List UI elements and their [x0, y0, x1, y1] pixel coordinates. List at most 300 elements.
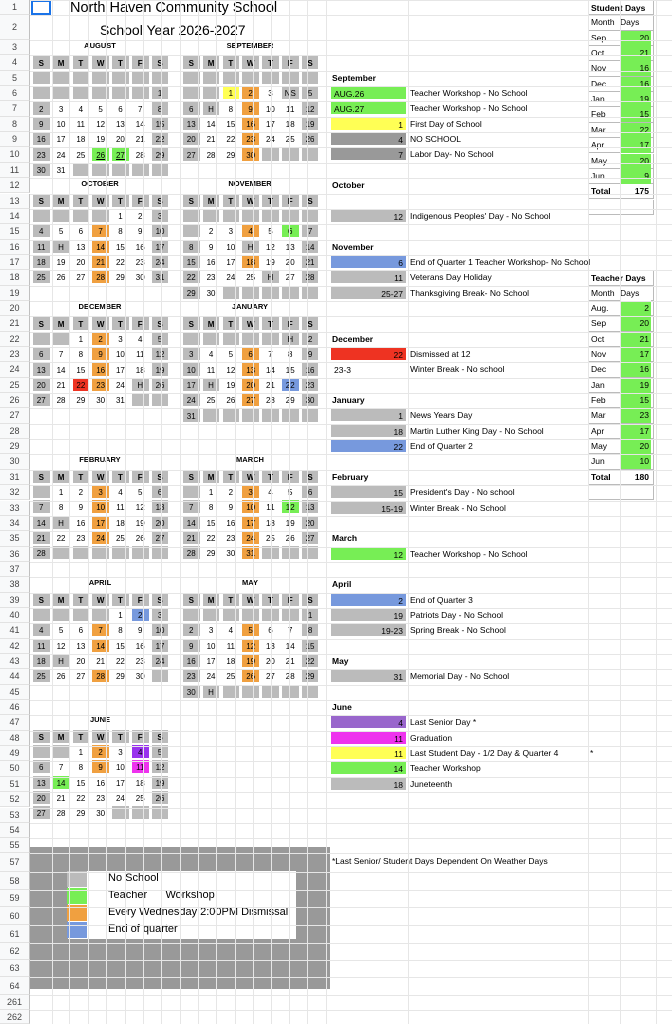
calendar-day[interactable]: 31 [111, 392, 130, 407]
calendar-day[interactable] [301, 408, 320, 423]
calendar-day[interactable]: 4 [72, 101, 91, 116]
calendar-day[interactable]: 22 [111, 653, 130, 668]
calendar-day[interactable] [301, 208, 320, 223]
calendar-day[interactable]: 6 [32, 759, 51, 774]
row-number[interactable]: 26 [0, 393, 30, 408]
calendar-day[interactable]: 7 [281, 622, 300, 637]
calendar-day[interactable]: 10 [222, 239, 241, 254]
calendar-day[interactable]: 30 [202, 285, 221, 300]
calendar-day[interactable]: 10 [111, 346, 130, 361]
calendar-day[interactable]: 15 [202, 515, 221, 530]
calendar-day[interactable]: 11 [281, 101, 300, 116]
calendar-day[interactable] [32, 607, 51, 622]
row-number[interactable]: 46 [0, 700, 30, 715]
calendar-day[interactable]: H [131, 377, 150, 392]
event-date[interactable]: 19-23 [330, 623, 407, 637]
event-date[interactable]: 4 [330, 132, 407, 146]
calendar-day[interactable]: 2 [202, 223, 221, 238]
calendar-day[interactable]: 4 [111, 484, 130, 499]
calendar-day[interactable]: 2 [301, 331, 320, 346]
calendar-day[interactable]: 27 [72, 668, 91, 683]
calendar-day[interactable]: 21 [261, 377, 280, 392]
calendar-day[interactable]: 14 [91, 638, 110, 653]
calendar-day[interactable]: 25 [111, 530, 130, 545]
row-number[interactable]: 42 [0, 639, 30, 654]
event-date[interactable]: 11 [330, 731, 407, 745]
calendar-day[interactable] [301, 684, 320, 699]
calendar-day[interactable] [52, 208, 71, 223]
calendar-day[interactable]: 29 [151, 147, 170, 162]
calendar-day[interactable]: 30 [91, 392, 110, 407]
event-date[interactable]: 14 [330, 761, 407, 775]
calendar-day[interactable]: 30 [182, 684, 201, 699]
calendar-day[interactable]: 31 [52, 162, 71, 177]
calendar-day[interactable]: 23 [241, 131, 260, 146]
calendar-day[interactable]: 8 [301, 622, 320, 637]
calendar-day[interactable]: 15 [182, 254, 201, 269]
calendar-day[interactable]: 5 [151, 331, 170, 346]
calendar-day[interactable]: 30 [131, 269, 150, 284]
row-number[interactable]: 29 [0, 439, 30, 454]
calendar-day[interactable]: 19 [241, 653, 260, 668]
calendar-day[interactable] [202, 408, 221, 423]
calendar-day[interactable]: 23 [131, 653, 150, 668]
calendar-day[interactable]: 9 [131, 622, 150, 637]
calendar-day[interactable]: 21 [202, 131, 221, 146]
calendar-day[interactable] [281, 208, 300, 223]
calendar-day[interactable] [111, 70, 130, 85]
calendar-day[interactable]: 23 [32, 147, 51, 162]
calendar-day[interactable]: 13 [151, 499, 170, 514]
calendar-day[interactable] [52, 607, 71, 622]
row-number[interactable]: 64 [0, 977, 30, 995]
calendar-day[interactable]: 24 [241, 530, 260, 545]
calendar-day[interactable]: 7 [91, 223, 110, 238]
calendar-day[interactable]: 25 [222, 668, 241, 683]
calendar-day[interactable]: H [261, 269, 280, 284]
row-number[interactable]: 51 [0, 777, 30, 792]
calendar-day[interactable]: 30 [222, 545, 241, 560]
calendar-day[interactable]: 22 [72, 790, 91, 805]
calendar-day[interactable]: 28 [131, 147, 150, 162]
calendar-day[interactable]: 31 [151, 269, 170, 284]
calendar-day[interactable] [131, 70, 150, 85]
row-number[interactable]: 55 [0, 838, 30, 853]
calendar-day[interactable]: 18 [281, 116, 300, 131]
calendar-day[interactable]: 13 [281, 239, 300, 254]
calendar-day[interactable]: 1 [222, 85, 241, 100]
calendar-day[interactable]: 29 [182, 285, 201, 300]
row-number[interactable]: 37 [0, 562, 30, 577]
calendar-day[interactable]: 28 [91, 668, 110, 683]
calendar-day[interactable]: 29 [301, 668, 320, 683]
row-number[interactable]: 17 [0, 255, 30, 270]
calendar-day[interactable]: 24 [111, 377, 130, 392]
row-number[interactable]: 10 [0, 147, 30, 162]
calendar-day[interactable]: 19 [151, 362, 170, 377]
row-number[interactable]: 44 [0, 669, 30, 684]
calendar-day[interactable]: 26 [241, 668, 260, 683]
row-number[interactable]: 3 [0, 40, 30, 55]
calendar-day[interactable]: 30 [32, 162, 51, 177]
event-date[interactable]: 15-19 [330, 501, 407, 515]
row-number[interactable]: 9 [0, 132, 30, 147]
event-date[interactable]: 22 [330, 347, 407, 361]
calendar-day[interactable]: 24 [151, 653, 170, 668]
calendar-day[interactable]: 22 [151, 131, 170, 146]
calendar-day[interactable]: 27 [261, 668, 280, 683]
calendar-day[interactable]: 21 [301, 254, 320, 269]
calendar-day[interactable] [131, 162, 150, 177]
calendar-day[interactable]: 27 [32, 805, 51, 820]
calendar-day[interactable] [281, 285, 300, 300]
calendar-day[interactable]: 30 [131, 668, 150, 683]
calendar-day[interactable]: 15 [151, 116, 170, 131]
calendar-day[interactable] [241, 208, 260, 223]
calendar-day[interactable]: 4 [202, 346, 221, 361]
calendar-day[interactable] [52, 331, 71, 346]
calendar-day[interactable]: 23 [131, 254, 150, 269]
row-number[interactable]: 23 [0, 347, 30, 362]
calendar-day[interactable]: 13 [241, 362, 260, 377]
calendar-day[interactable]: 12 [52, 638, 71, 653]
calendar-day[interactable]: 2 [91, 331, 110, 346]
calendar-day[interactable]: 1 [52, 484, 71, 499]
calendar-day[interactable]: 12 [281, 499, 300, 514]
calendar-day[interactable]: 26 [52, 668, 71, 683]
calendar-day[interactable]: 1 [72, 744, 91, 759]
calendar-day[interactable]: 5 [261, 223, 280, 238]
calendar-day[interactable]: 9 [182, 638, 201, 653]
row-number[interactable]: 14 [0, 209, 30, 224]
calendar-day[interactable]: 16 [91, 775, 110, 790]
calendar-day[interactable]: 14 [32, 515, 51, 530]
calendar-day[interactable]: 25 [202, 392, 221, 407]
row-number[interactable]: 53 [0, 808, 30, 823]
calendar-day[interactable]: 16 [32, 131, 51, 146]
calendar-day[interactable]: 9 [301, 346, 320, 361]
calendar-day[interactable]: 13 [301, 499, 320, 514]
calendar-day[interactable]: 10 [111, 759, 130, 774]
calendar-day[interactable]: 18 [72, 131, 91, 146]
calendar-day[interactable]: 15 [111, 638, 130, 653]
calendar-day[interactable]: 14 [202, 116, 221, 131]
calendar-day[interactable] [91, 70, 110, 85]
calendar-day[interactable]: 5 [301, 85, 320, 100]
calendar-day[interactable]: 28 [202, 147, 221, 162]
row-number[interactable]: 35 [0, 531, 30, 546]
calendar-day[interactable]: 14 [52, 362, 71, 377]
calendar-day[interactable]: 14 [52, 775, 71, 790]
calendar-day[interactable]: 28 [32, 545, 51, 560]
calendar-day[interactable]: 11 [111, 499, 130, 514]
calendar-day[interactable]: 18 [261, 515, 280, 530]
calendar-day[interactable]: 1 [301, 607, 320, 622]
event-date[interactable]: 19 [330, 608, 407, 622]
calendar-day[interactable]: 11 [222, 638, 241, 653]
calendar-day[interactable]: 3 [182, 346, 201, 361]
calendar-day[interactable]: 28 [91, 269, 110, 284]
calendar-day[interactable]: 10 [151, 622, 170, 637]
calendar-day[interactable]: 29 [111, 668, 130, 683]
calendar-day[interactable] [111, 162, 130, 177]
calendar-day[interactable]: 3 [91, 484, 110, 499]
calendar-day[interactable]: 6 [72, 622, 91, 637]
calendar-day[interactable]: 6 [301, 484, 320, 499]
calendar-day[interactable]: 14 [281, 638, 300, 653]
calendar-day[interactable]: 2 [72, 484, 91, 499]
row-number[interactable]: 24 [0, 362, 30, 377]
calendar-day[interactable]: H [52, 239, 71, 254]
calendar-day[interactable]: 16 [241, 116, 260, 131]
calendar-day[interactable]: 28 [301, 269, 320, 284]
calendar-day[interactable]: 30 [91, 805, 110, 820]
calendar-day[interactable]: 12 [151, 759, 170, 774]
calendar-day[interactable] [281, 408, 300, 423]
calendar-day[interactable]: 20 [281, 254, 300, 269]
calendar-day[interactable]: 27 [281, 269, 300, 284]
calendar-day[interactable] [222, 70, 241, 85]
calendar-day[interactable]: 8 [281, 346, 300, 361]
row-number[interactable]: 7 [0, 101, 30, 116]
row-number[interactable]: 12 [0, 178, 30, 193]
calendar-day[interactable]: 1 [111, 208, 130, 223]
row-number[interactable]: 45 [0, 685, 30, 700]
calendar-day[interactable]: 26 [151, 377, 170, 392]
calendar-day[interactable]: 29 [202, 545, 221, 560]
calendar-day[interactable]: 3 [222, 223, 241, 238]
calendar-day[interactable]: 15 [111, 239, 130, 254]
row-number[interactable]: 6 [0, 86, 30, 101]
calendar-day[interactable]: 31 [182, 408, 201, 423]
calendar-day[interactable]: NS [281, 85, 300, 100]
calendar-day[interactable]: 16 [301, 362, 320, 377]
calendar-day[interactable]: 4 [32, 223, 51, 238]
calendar-day[interactable] [91, 85, 110, 100]
calendar-day[interactable]: 15 [301, 638, 320, 653]
calendar-day[interactable]: 17 [91, 515, 110, 530]
calendar-day[interactable]: 5 [131, 484, 150, 499]
calendar-day[interactable]: 20 [182, 131, 201, 146]
calendar-day[interactable]: 21 [52, 377, 71, 392]
calendar-day[interactable]: 2 [91, 744, 110, 759]
row-number[interactable]: 59 [0, 890, 30, 907]
calendar-day[interactable]: 4 [131, 331, 150, 346]
calendar-day[interactable] [241, 70, 260, 85]
row-number[interactable]: 262 [0, 1010, 30, 1024]
calendar-day[interactable]: 1 [202, 484, 221, 499]
calendar-day[interactable]: 3 [52, 101, 71, 116]
calendar-day[interactable]: 25 [72, 147, 91, 162]
calendar-day[interactable]: 17 [202, 653, 221, 668]
calendar-day[interactable]: 10 [241, 499, 260, 514]
calendar-day[interactable]: 5 [241, 622, 260, 637]
row-number[interactable]: 60 [0, 907, 30, 925]
row-number[interactable]: 50 [0, 761, 30, 776]
calendar-day[interactable] [222, 285, 241, 300]
calendar-day[interactable]: 16 [91, 362, 110, 377]
calendar-day[interactable]: 24 [182, 392, 201, 407]
event-date[interactable]: 1 [330, 117, 407, 131]
calendar-day[interactable]: 5 [91, 101, 110, 116]
row-number[interactable]: 41 [0, 623, 30, 638]
calendar-day[interactable] [301, 545, 320, 560]
calendar-day[interactable]: 30 [241, 147, 260, 162]
calendar-day[interactable] [91, 545, 110, 560]
calendar-day[interactable] [202, 208, 221, 223]
calendar-day[interactable]: 3 [202, 622, 221, 637]
calendar-day[interactable]: 5 [52, 223, 71, 238]
calendar-day[interactable] [131, 392, 150, 407]
calendar-day[interactable]: 28 [281, 668, 300, 683]
calendar-day[interactable]: 6 [261, 622, 280, 637]
calendar-day[interactable]: 13 [32, 362, 51, 377]
calendar-day[interactable]: 20 [301, 515, 320, 530]
calendar-day[interactable]: 6 [182, 101, 201, 116]
calendar-day[interactable]: 8 [72, 759, 91, 774]
calendar-day[interactable] [241, 607, 260, 622]
event-date[interactable]: 22 [330, 439, 407, 453]
calendar-day[interactable]: 17 [111, 362, 130, 377]
calendar-day[interactable] [131, 85, 150, 100]
calendar-day[interactable]: 9 [131, 223, 150, 238]
event-date[interactable]: 23-3 [330, 362, 407, 376]
calendar-day[interactable]: 17 [52, 131, 71, 146]
calendar-day[interactable]: 18 [131, 362, 150, 377]
calendar-day[interactable]: 24 [222, 269, 241, 284]
event-date[interactable]: 12 [330, 209, 407, 223]
event-date[interactable]: 11 [330, 746, 407, 760]
calendar-day[interactable] [91, 162, 110, 177]
row-number[interactable]: 62 [0, 943, 30, 960]
row-number[interactable]: 18 [0, 270, 30, 285]
calendar-day[interactable] [281, 147, 300, 162]
calendar-day[interactable]: 19 [222, 377, 241, 392]
calendar-day[interactable]: 21 [52, 790, 71, 805]
calendar-day[interactable] [281, 684, 300, 699]
calendar-day[interactable]: 7 [91, 622, 110, 637]
calendar-day[interactable]: 14 [301, 239, 320, 254]
calendar-day[interactable]: 2 [131, 208, 150, 223]
calendar-day[interactable]: 7 [261, 346, 280, 361]
calendar-day[interactable]: 2 [182, 622, 201, 637]
calendar-day[interactable]: 17 [111, 775, 130, 790]
calendar-day[interactable]: 25 [241, 269, 260, 284]
calendar-day[interactable]: 16 [131, 239, 150, 254]
calendar-day[interactable]: 19 [301, 116, 320, 131]
calendar-day[interactable]: 20 [241, 377, 260, 392]
calendar-day[interactable]: H [202, 377, 221, 392]
row-number[interactable]: 58 [0, 872, 30, 890]
calendar-day[interactable]: 22 [222, 131, 241, 146]
row-number[interactable]: 28 [0, 424, 30, 439]
row-number[interactable]: 22 [0, 332, 30, 347]
calendar-day[interactable] [241, 684, 260, 699]
calendar-day[interactable]: 5 [151, 744, 170, 759]
calendar-day[interactable]: 12 [301, 101, 320, 116]
calendar-day[interactable]: 29 [72, 392, 91, 407]
calendar-day[interactable]: 13 [32, 775, 51, 790]
calendar-day[interactable] [301, 70, 320, 85]
calendar-day[interactable]: H [52, 515, 71, 530]
calendar-day[interactable]: 23 [202, 269, 221, 284]
calendar-day[interactable]: 1 [111, 607, 130, 622]
calendar-day[interactable]: 9 [91, 759, 110, 774]
calendar-day[interactable]: 15 [222, 116, 241, 131]
calendar-day[interactable]: 24 [202, 668, 221, 683]
calendar-day[interactable]: 15 [281, 362, 300, 377]
calendar-day[interactable]: 21 [91, 254, 110, 269]
calendar-day[interactable]: 8 [182, 239, 201, 254]
calendar-day[interactable] [202, 85, 221, 100]
calendar-day[interactable]: 11 [32, 638, 51, 653]
row-number[interactable]: 11 [0, 163, 30, 178]
calendar-day[interactable]: 3 [241, 484, 260, 499]
calendar-day[interactable]: H [202, 101, 221, 116]
calendar-day[interactable]: 20 [72, 254, 91, 269]
calendar-day[interactable]: 12 [131, 499, 150, 514]
calendar-day[interactable]: 2 [241, 85, 260, 100]
row-number[interactable]: 57 [0, 853, 30, 872]
calendar-day[interactable]: 10 [52, 116, 71, 131]
calendar-day[interactable]: 25 [261, 530, 280, 545]
event-date[interactable]: 15 [330, 485, 407, 499]
calendar-day[interactable] [111, 85, 130, 100]
calendar-day[interactable]: 17 [241, 515, 260, 530]
calendar-day[interactable]: 1 [72, 331, 91, 346]
calendar-day[interactable]: 14 [91, 239, 110, 254]
calendar-day[interactable]: 8 [111, 622, 130, 637]
calendar-day[interactable]: 27 [111, 147, 130, 162]
calendar-day[interactable]: 8 [202, 499, 221, 514]
calendar-day[interactable]: 22 [281, 377, 300, 392]
calendar-day[interactable]: 26 [52, 269, 71, 284]
row-number[interactable]: 52 [0, 792, 30, 807]
calendar-day[interactable]: 15 [72, 775, 91, 790]
calendar-day[interactable]: 10 [151, 223, 170, 238]
calendar-day[interactable]: 10 [202, 638, 221, 653]
calendar-day[interactable]: 23 [91, 377, 110, 392]
event-date[interactable]: 2 [330, 593, 407, 607]
calendar-day[interactable]: 21 [182, 530, 201, 545]
calendar-day[interactable] [91, 208, 110, 223]
calendar-day[interactable]: 9 [202, 239, 221, 254]
calendar-day[interactable] [32, 484, 51, 499]
row-number[interactable]: 13 [0, 194, 30, 209]
calendar-day[interactable] [222, 684, 241, 699]
calendar-day[interactable]: 29 [72, 805, 91, 820]
calendar-day[interactable]: 22 [301, 653, 320, 668]
calendar-day[interactable]: 25 [32, 668, 51, 683]
row-number[interactable]: 261 [0, 995, 30, 1010]
calendar-day[interactable]: 3 [261, 85, 280, 100]
calendar-day[interactable]: 20 [111, 131, 130, 146]
calendar-day[interactable] [52, 85, 71, 100]
calendar-day[interactable]: 11 [131, 759, 150, 774]
calendar-day[interactable]: 22 [52, 530, 71, 545]
calendar-day[interactable]: 27 [72, 269, 91, 284]
calendar-day[interactable]: 27 [301, 530, 320, 545]
calendar-day[interactable]: 25 [32, 269, 51, 284]
calendar-day[interactable]: 8 [222, 101, 241, 116]
calendar-day[interactable]: H [202, 684, 221, 699]
event-date[interactable]: AUG.26 [330, 86, 407, 100]
calendar-day[interactable]: 26 [301, 131, 320, 146]
calendar-day[interactable] [222, 408, 241, 423]
calendar-day[interactable]: 12 [222, 362, 241, 377]
row-number[interactable]: 2 [0, 15, 30, 40]
row-number[interactable]: 39 [0, 593, 30, 608]
